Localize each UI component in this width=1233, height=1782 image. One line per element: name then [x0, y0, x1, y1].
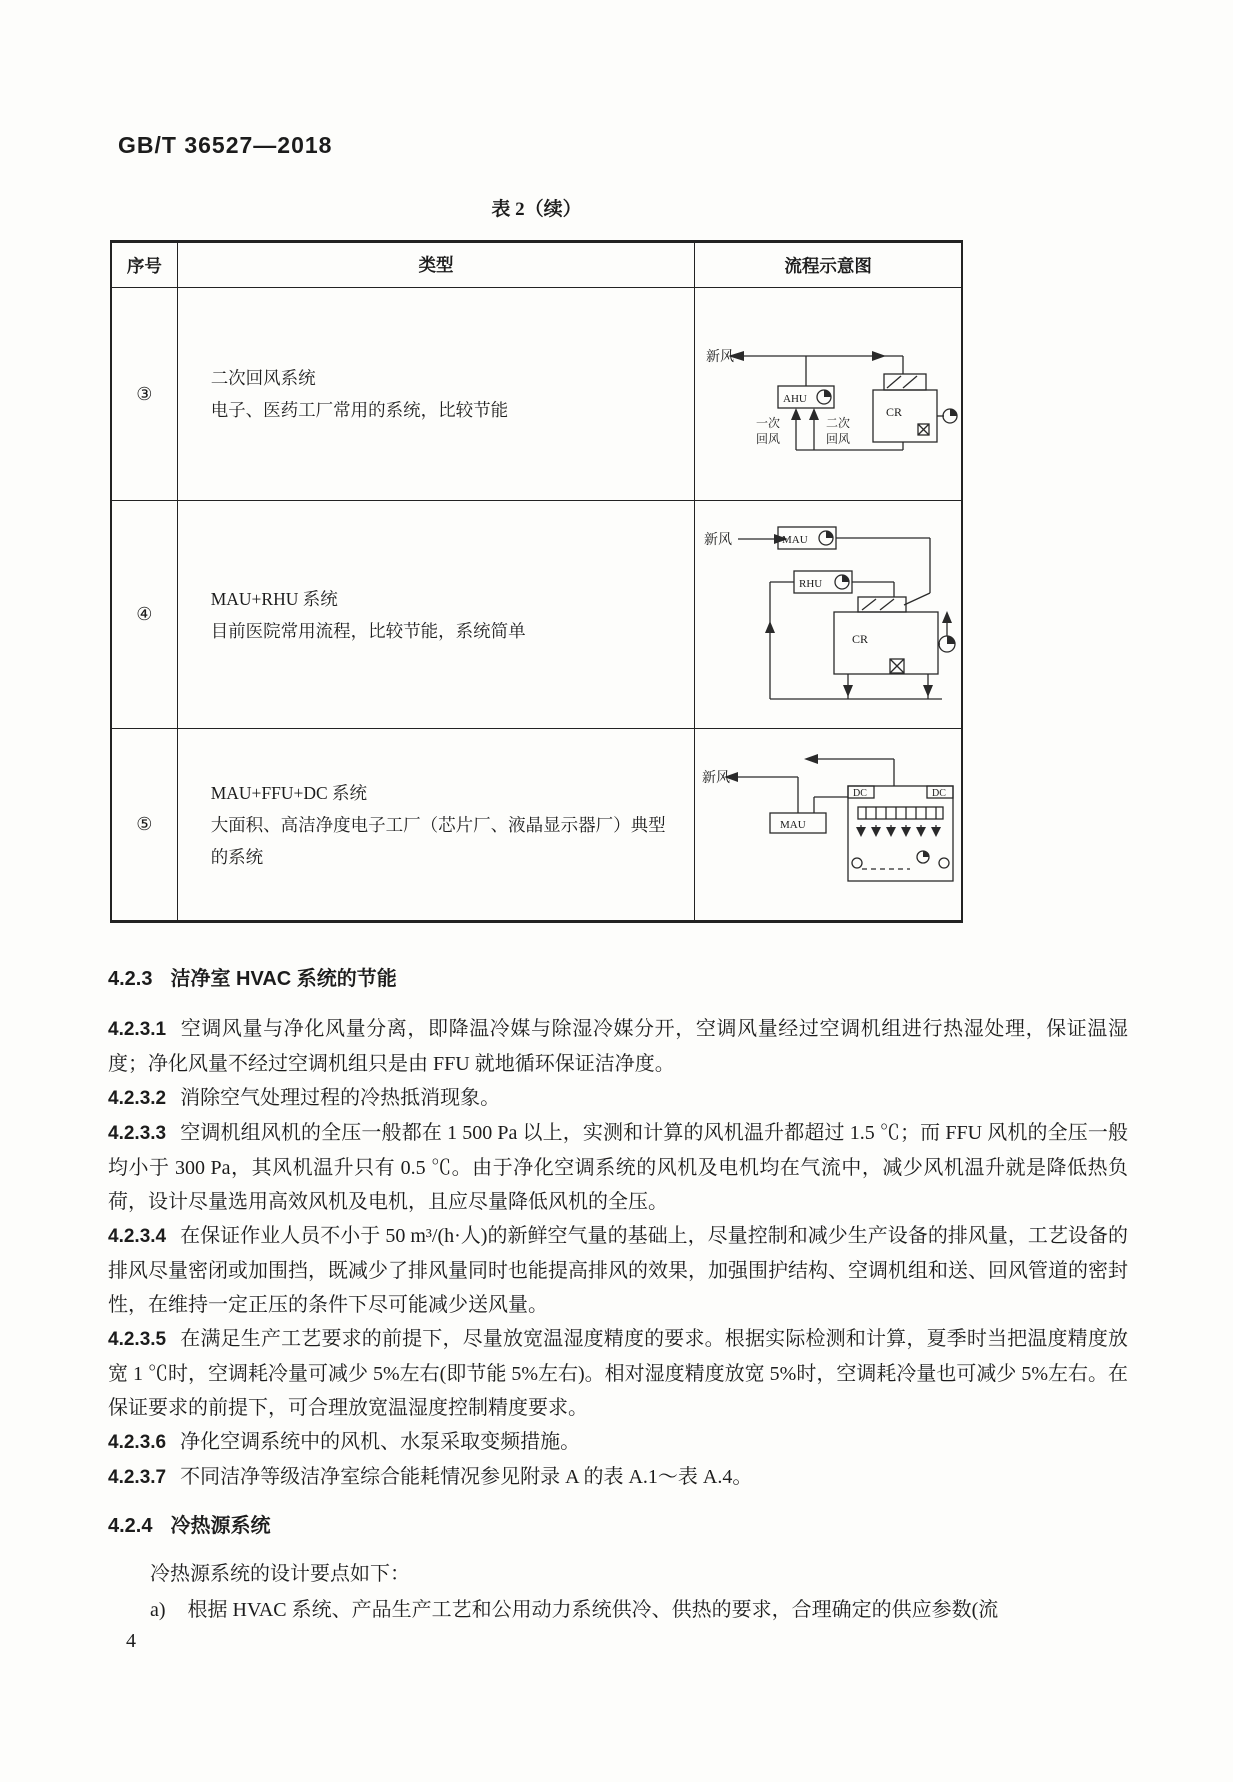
clause-4-2-3-4	[108, 1219, 1128, 1322]
clause-title: 冷热源系统	[170, 1515, 271, 1537]
flow-diagram-mau-ffu-dc	[698, 741, 958, 909]
clause-text: 消除空气处理过程的冷热抵消现象。	[180, 1087, 501, 1109]
table-row-3	[112, 287, 961, 500]
clause-number: 4.2.3.6	[108, 1432, 167, 1453]
label-rhu: RHU	[799, 577, 823, 590]
label-fresh-air: 新风	[704, 532, 733, 548]
clause-4-2-4-intro: 冷热源系统的设计要点如下：	[150, 1563, 410, 1585]
list-item-text: 根据 HVAC 系统、产品生产工艺和公用动力系统供冷、供热的要求，合理确定的供应参数(流	[187, 1599, 999, 1621]
row4-diagram-cell	[694, 501, 961, 728]
clause-number: 4.2.3.7	[108, 1467, 167, 1488]
clause-4-2-3-1	[108, 1012, 1128, 1081]
clause-number: 4.2.3.1	[108, 1019, 167, 1040]
label-dc-left: DC	[853, 787, 868, 799]
col-header-type: 类型	[177, 243, 695, 287]
clause-text: 净化空调系统中的风机、水泵采取变频措施。	[180, 1431, 581, 1453]
row4-type-cell	[177, 501, 695, 728]
row3-type-line2: 电子、医药工厂常用的系统，比较节能	[210, 400, 509, 420]
row5-diagram-cell	[694, 729, 961, 920]
clause-text: 在满足生产工艺要求的前提下，尽量放宽温湿度精度的要求。根据实际检测和计算，夏季时当把温度精度放宽 1 ℃时，空调耗冷量可减少 5%左右(即节能 5%左右)。相对湿度精度放宽 5%时，空调耗冷量也可减少 5%左右。在保证要求的前提下，可合理放宽温湿度控制精度要求。	[108, 1328, 1128, 1419]
heading-4-2-4	[108, 1509, 1128, 1543]
row4-type-line1: MAU+RHU 系统	[210, 588, 338, 609]
label-fresh-air: 新风	[702, 770, 731, 786]
table-2-continued	[110, 240, 963, 923]
row5-type-cell	[177, 729, 695, 920]
clause-4-2-3-6	[108, 1425, 1128, 1460]
clause-number: 4.2.3.5	[108, 1329, 167, 1350]
row3-type-cell	[177, 288, 695, 500]
row4-seq-number: ④	[136, 604, 153, 624]
col-header-diagram: 流程示意图	[694, 243, 961, 287]
label-fresh-air: 新风	[706, 349, 735, 365]
label-primary-return-1: 一次	[756, 415, 781, 430]
flow-diagram-secondary-return	[698, 312, 958, 477]
table-title: 表 2（续）	[491, 199, 582, 220]
clause-4-2-3-7	[108, 1460, 1128, 1495]
heading-4-2-3	[108, 962, 1128, 996]
clause-4-2-3-5	[108, 1322, 1128, 1425]
flow-diagram-mau-rhu	[698, 509, 958, 721]
table-row-4	[112, 500, 961, 728]
diagram-arrowheads	[724, 754, 941, 857]
row5-type-line2: 大面积、高洁净度电子工厂（芯片厂、液晶显示器厂）典型	[210, 814, 666, 835]
label-dc-right: DC	[932, 787, 947, 799]
col-header-seq: 序号	[126, 255, 162, 276]
clause-4-2-3-3	[108, 1116, 1128, 1219]
label-primary-return-2: 回风	[756, 431, 781, 446]
clause-number: 4.2.4	[108, 1515, 153, 1537]
clause-number: 4.2.3.2	[108, 1088, 167, 1109]
row5-seq-number: ⑤	[136, 814, 153, 834]
label-mau: MAU	[780, 818, 806, 831]
clause-title: 洁净室 HVAC 系统的节能	[170, 968, 397, 990]
diagram-arrowheads	[765, 531, 955, 697]
list-item-a	[108, 1593, 1128, 1627]
clause-text: 在保证作业人员不小于 50 m³/(h·人)的新鲜空气量的基础上，尽量控制和减少生产设备的排风量，工艺设备的排风尽量密闭或加围挡，既减少了排风量同时也能提高排风的效果，加强围护结构、空调机组和送、回风管道的密封性，在维持一定正压的条件下尽可能减少送风量。	[108, 1225, 1128, 1316]
row3-type-line1: 二次回风系统	[210, 368, 316, 388]
label-cleanroom: CR	[852, 631, 869, 646]
clause-4-2-3-2	[108, 1081, 1128, 1116]
label-secondary-return-2: 回风	[826, 431, 851, 446]
body-text-block	[108, 962, 1128, 1627]
list-item-label: a)	[150, 1599, 166, 1621]
clause-number: 4.2.3	[108, 968, 153, 990]
clause-text: 空调风量与净化风量分离，即降温冷媒与除湿冷媒分开，空调风量经过空调机组进行热湿处理，保证温湿度；净化风量不经过空调机组只是由 FFU 就地循环保证洁净度。	[108, 1018, 1128, 1075]
row4-type-line2: 目前医院常用流程，比较节能，系统简单	[210, 620, 526, 641]
clause-text: 空调机组风机的全压一般都在 1 500 Pa 以上，实测和计算的风机温升都超过 1.5 ℃；而 FFU 风机的全压一般均小于 300 Pa，其风机温升只有 0.5 ℃。由于净化空调系统的风机及电机均在气流中，减少风机温升就是降低热负荷，设计尽量选用高效风机及电机，且应尽量降低风机的全压。	[108, 1122, 1128, 1213]
label-mau: MAU	[782, 533, 808, 546]
row5-type-line1: MAU+FFU+DC 系统	[210, 782, 368, 803]
label-ahu: AHU	[783, 392, 807, 405]
clause-number: 4.2.3.3	[108, 1123, 167, 1144]
diagram-lines	[738, 527, 955, 699]
row3-diagram-cell	[694, 288, 961, 500]
diagram-lines	[736, 759, 953, 881]
label-cleanroom: CR	[886, 404, 903, 419]
clause-text: 不同洁净等级洁净室综合能耗情况参见附录 A 的表 A.1～表 A.4。	[180, 1466, 753, 1488]
diagram-arrowheads	[728, 351, 957, 420]
row3-seq-number: ③	[136, 383, 153, 404]
table-header-row	[112, 243, 961, 287]
standard-number: GB/T 36527—2018	[118, 132, 333, 158]
row5-type-line3: 的系统	[210, 846, 264, 867]
page-number: 4	[126, 1630, 136, 1652]
label-secondary-return-1: 二次	[826, 415, 851, 430]
clause-number: 4.2.3.4	[108, 1226, 167, 1247]
table-row-5	[112, 728, 961, 920]
